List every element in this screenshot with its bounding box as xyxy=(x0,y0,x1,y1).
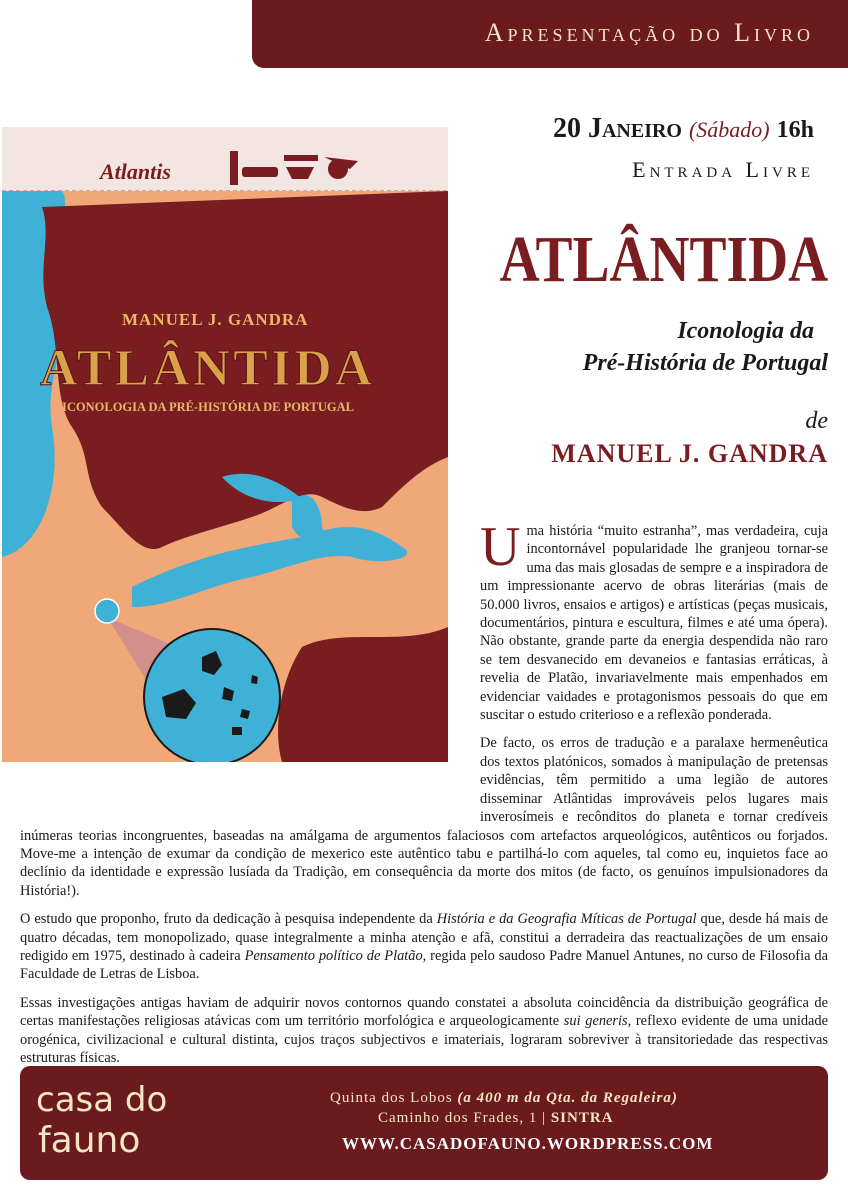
address-note: (a 400 m da Qta. da Regaleira) xyxy=(457,1090,678,1106)
author-preposition: de xyxy=(805,408,828,434)
address-street: Caminho dos Frades, 1 xyxy=(378,1110,538,1126)
address-place: Quinta dos Lobos xyxy=(330,1090,453,1106)
paragraph-1-text: ma história “muito estranha”, mas verdadeira, cuja incontornável popularidade lhe granjeou tornar-se uma das mais glosadas de sempre e a inspiradora de um impressionante acervo de obras literárias (mais de 50.000 livros, ensaios e artigos) e artísticas (peças musicais, documentários, pintura e escultura, filmes e até uma ópera). Não obstante, grande parte da energia despendida não raro se tem desvanecido em devaneios e fantasias erráticas, à revelia de Platão, invariavelmente mais empenhados em evidenciar vaidades e protagonismos pessoais do que em suscitar o estudo criterioso e a reflexão ponderada. xyxy=(480,523,828,724)
website-link[interactable]: WWW.CASADOFAUNO.WORDPRESS.COM xyxy=(342,1134,714,1153)
cover-subtitle: ICONOLOGIA DA PRÉ-HISTÓRIA DE PORTUGAL xyxy=(62,400,354,414)
paragraph-3-text-a: O estudo que proponho, fruto da dedicação à pesquisa independente da xyxy=(20,911,437,928)
drop-cap: U xyxy=(480,516,521,578)
book-subtitle-line2: Pré-História de Portugal xyxy=(582,350,828,376)
paragraph-2: De facto, os erros de tradução e a paralaxe hermenêutica dos textos platónicos, somados à manipulação de pretensas evidências, têm permitido a uma legião de autores disseminar Atlântidas improváveis pelos lugares mais inverosímeis e recônditos do planeta e tornar credíveis inúmeras teorias incongruentes, baseadas na amálgama de argumentos falaciosos com artefactos arqueológicos, autênticos ou forjados. Move-me a intenção de exumar da condição de mexerico este autêntico tabu e partilhá-lo com aqueles, tal como eu, inquietos face ao declínio da identidade e expressão lusíada da Tradição, em consequência da morte dos mitos (de facto, os genuínos impulsionadores da História!). xyxy=(20,735,828,899)
paragraph-3-text-b: que, desde há mais de quatro décadas, tem monopolizado, quase integralmente a minha atenção e afã, constitui a derradeira das reactualizações de um ensaio redigido em 1975, destinado à cadeira xyxy=(20,911,828,964)
event-month: Janeiro xyxy=(587,113,682,144)
event-day: 20 xyxy=(552,113,581,144)
paragraph-4-text-b: , reflexo evidente de uma unidade orogénica, civilizacional e cultural distinta, cujos traços subjectivos e imateriais, lograram sobreviver à transitoriedade das respectivas estruturas físicas. xyxy=(20,1013,828,1066)
cover-title: ATLÂNTIDA xyxy=(40,340,376,397)
paragraph-3 xyxy=(20,910,828,984)
paragraph-3-text-c: , regida pelo saudoso Padre Manuel Antunes, no curso de Filosofia da Faculdade de Letras de Lisboa. xyxy=(20,947,828,983)
address-town: SINTRA xyxy=(550,1110,614,1126)
event-date xyxy=(553,113,814,145)
paragraph-4-italic: sui generis xyxy=(563,1013,628,1030)
logo-line1: casa do xyxy=(36,1080,168,1120)
cover-author: MANUEL J. GANDRA xyxy=(122,310,309,329)
paragraph-3-italic-2: Pensamento político de Platão xyxy=(244,947,423,964)
top-banner xyxy=(252,0,848,68)
paragraph-4-text-a: Essas investigações antigas haviam de adquirir novos contornos quando constatei a absoluta coincidência da distribuição geográfica de certas manifestações religiosas atávicas com um território morfológica e arqueologicamente xyxy=(20,994,828,1030)
address-line2 xyxy=(378,1110,614,1127)
paragraph-3-italic-1: História e da Geografia Míticas de Portugal xyxy=(436,911,697,928)
address-separator: | xyxy=(542,1110,547,1126)
address-line1 xyxy=(330,1090,678,1107)
body-text xyxy=(20,516,828,1077)
footer xyxy=(20,1066,828,1180)
event-weekday: (Sábado) xyxy=(688,117,770,142)
author-name: MANUEL J. GANDRA xyxy=(551,439,828,468)
cover-wrap-spacer xyxy=(20,522,480,812)
paragraph-4 xyxy=(20,994,828,1068)
book-title: ATLÂNTIDA xyxy=(499,223,828,296)
book-subtitle-line1: Iconologia da xyxy=(677,318,814,344)
logo-line2: fauno xyxy=(38,1120,141,1161)
cover-series: Atlantis xyxy=(100,159,171,184)
event-time: 16h xyxy=(776,117,814,143)
event-entry: Entrada Livre xyxy=(632,157,814,182)
banner-title: Apresentação do Livro xyxy=(484,18,814,47)
